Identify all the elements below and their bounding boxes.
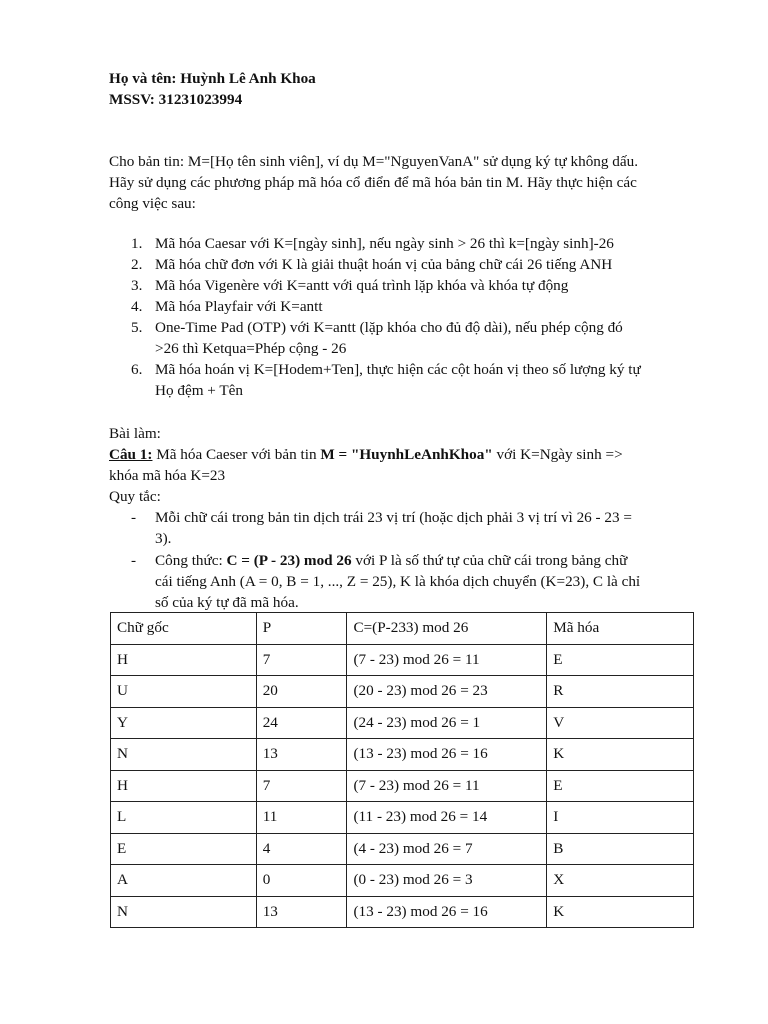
table-cell: K bbox=[547, 896, 694, 928]
table-cell: H bbox=[111, 644, 257, 676]
question-1-key-line: khóa mã hóa K=23 bbox=[109, 467, 226, 484]
table-cell: 7 bbox=[256, 770, 347, 802]
header-cell: C=(P-233) mod 26 bbox=[347, 613, 547, 645]
task-text: Mã hóa Vigenère với K=antt với quá trình lặp khóa và khóa tự động bbox=[155, 277, 569, 294]
table-row bbox=[111, 770, 694, 802]
task-number: 1. bbox=[131, 235, 143, 252]
rule-text bbox=[155, 550, 699, 571]
task-item bbox=[109, 296, 699, 317]
question-1-line bbox=[109, 444, 623, 465]
rule-text-continued: cái tiếng Anh (A = 0, B = 1, ..., Z = 25), K là khóa dịch chuyển (K=23), C là chỉ bbox=[155, 573, 641, 590]
rule-item bbox=[109, 507, 699, 549]
table-cell: 0 bbox=[256, 865, 347, 897]
task-list bbox=[109, 233, 699, 401]
table-cell: H bbox=[111, 770, 257, 802]
table-cell: 20 bbox=[256, 676, 347, 708]
table-cell: (4 - 23) mod 26 = 7 bbox=[347, 833, 547, 865]
table-cell: 24 bbox=[256, 707, 347, 739]
table-cell: 13 bbox=[256, 739, 347, 771]
caesar-table bbox=[110, 612, 694, 928]
question-1-text-b: với K=Ngày sinh => bbox=[492, 446, 623, 463]
rules-list bbox=[109, 507, 699, 614]
table-cell: 7 bbox=[256, 644, 347, 676]
task-item bbox=[109, 254, 699, 275]
table-cell: V bbox=[547, 707, 694, 739]
intro-line-1: Cho bản tin: M=[Họ tên sinh viên], ví dụ M="NguyenVanA" sử dụng ký tự không dấu. bbox=[109, 153, 639, 170]
question-1-label: Câu 1: bbox=[109, 446, 153, 463]
task-text: Mã hóa Playfair với K=antt bbox=[155, 298, 323, 315]
student-name: Họ và tên: Huỳnh Lê Anh Khoa bbox=[109, 70, 316, 87]
table-row bbox=[111, 833, 694, 865]
rule-text-continued: số của ký tự đã mã hóa. bbox=[155, 594, 299, 611]
table-cell: K bbox=[547, 739, 694, 771]
table-row bbox=[111, 676, 694, 708]
task-text: Mã hóa hoán vị K=[Hodem+Ten], thực hiện các cột hoán vị theo số lượng ký tự bbox=[155, 361, 641, 378]
question-1-text-a: Mã hóa Caeser với bản tin bbox=[152, 446, 321, 463]
table-cell: E bbox=[111, 833, 257, 865]
task-item bbox=[109, 359, 699, 401]
header-cell: Mã hóa bbox=[547, 613, 694, 645]
task-number: 6. bbox=[131, 361, 143, 378]
table-row bbox=[111, 707, 694, 739]
table-cell: L bbox=[111, 802, 257, 834]
table-cell: X bbox=[547, 865, 694, 897]
table-cell: R bbox=[547, 676, 694, 708]
solution-heading: Bài làm: bbox=[109, 425, 161, 442]
table-cell: 11 bbox=[256, 802, 347, 834]
question-1-message: M = "HuynhLeAnhKhoa" bbox=[320, 446, 493, 463]
table-cell: (13 - 23) mod 26 = 16 bbox=[347, 896, 547, 928]
rules-heading: Quy tắc: bbox=[109, 488, 161, 505]
table-cell: E bbox=[547, 644, 694, 676]
task-number: 4. bbox=[131, 298, 143, 315]
table-cell: I bbox=[547, 802, 694, 834]
task-number: 5. bbox=[131, 319, 143, 336]
table-row bbox=[111, 739, 694, 771]
task-text: Mã hóa Caesar với K=[ngày sinh], nếu ngày sinh > 26 thì k=[ngày sinh]-26 bbox=[155, 235, 614, 252]
table-row bbox=[111, 896, 694, 928]
task-item bbox=[109, 233, 699, 254]
header-cell: P bbox=[256, 613, 347, 645]
intro-line-2: Hãy sử dụng các phương pháp mã hóa cổ điển để mã hóa bản tin M. Hãy thực hiện các bbox=[109, 174, 637, 191]
rule-bullet: - bbox=[131, 509, 137, 526]
table-cell: Y bbox=[111, 707, 257, 739]
table-row bbox=[111, 802, 694, 834]
table-cell: (0 - 23) mod 26 = 3 bbox=[347, 865, 547, 897]
table-cell: N bbox=[111, 896, 257, 928]
table-cell: (11 - 23) mod 26 = 14 bbox=[347, 802, 547, 834]
rule-formula: C = (P - 23) mod 26 bbox=[226, 552, 352, 569]
table-cell: (13 - 23) mod 26 = 16 bbox=[347, 739, 547, 771]
task-text-continued: >26 thì Ketqua=Phép cộng - 26 bbox=[155, 340, 347, 357]
task-item bbox=[109, 317, 699, 359]
table-row bbox=[111, 865, 694, 897]
rule-text-continued: 3). bbox=[155, 530, 172, 547]
table-cell: B bbox=[547, 833, 694, 865]
table-cell: 13 bbox=[256, 896, 347, 928]
table-row bbox=[111, 644, 694, 676]
rule-prefix: Công thức: bbox=[155, 552, 227, 569]
table-header-row bbox=[111, 613, 694, 645]
table-cell: U bbox=[111, 676, 257, 708]
rule-bullet: - bbox=[131, 552, 137, 569]
task-number: 3. bbox=[131, 277, 143, 294]
task-text: Mã hóa chữ đơn với K là giải thuật hoán vị của bảng chữ cái 26 tiếng ANH bbox=[155, 256, 613, 273]
table-cell: A bbox=[111, 865, 257, 897]
table-cell: 4 bbox=[256, 833, 347, 865]
task-number: 2. bbox=[131, 256, 143, 273]
table-cell: (7 - 23) mod 26 = 11 bbox=[347, 644, 547, 676]
task-text: One-Time Pad (OTP) với K=antt (lặp khóa cho đủ độ dài), nếu phép cộng đó bbox=[155, 319, 623, 336]
student-id: MSSV: 31231023994 bbox=[109, 91, 243, 108]
rule-item bbox=[109, 550, 699, 613]
table-cell: N bbox=[111, 739, 257, 771]
table-cell: (24 - 23) mod 26 = 1 bbox=[347, 707, 547, 739]
task-text-continued: Họ đệm + Tên bbox=[155, 382, 244, 399]
table-cell: (20 - 23) mod 26 = 23 bbox=[347, 676, 547, 708]
rule-text: Mỗi chữ cái trong bản tin dịch trái 23 vị trí (hoặc dịch phải 3 vị trí vì 26 - 23 = bbox=[155, 509, 632, 526]
rule-suffix: với P là số thứ tự của chữ cái trong bảng chữ bbox=[351, 552, 628, 569]
task-item bbox=[109, 275, 699, 296]
table-cell: E bbox=[547, 770, 694, 802]
table-cell: (7 - 23) mod 26 = 11 bbox=[347, 770, 547, 802]
header-cell: Chữ gốc bbox=[111, 613, 257, 645]
intro-line-3: công việc sau: bbox=[109, 195, 196, 212]
